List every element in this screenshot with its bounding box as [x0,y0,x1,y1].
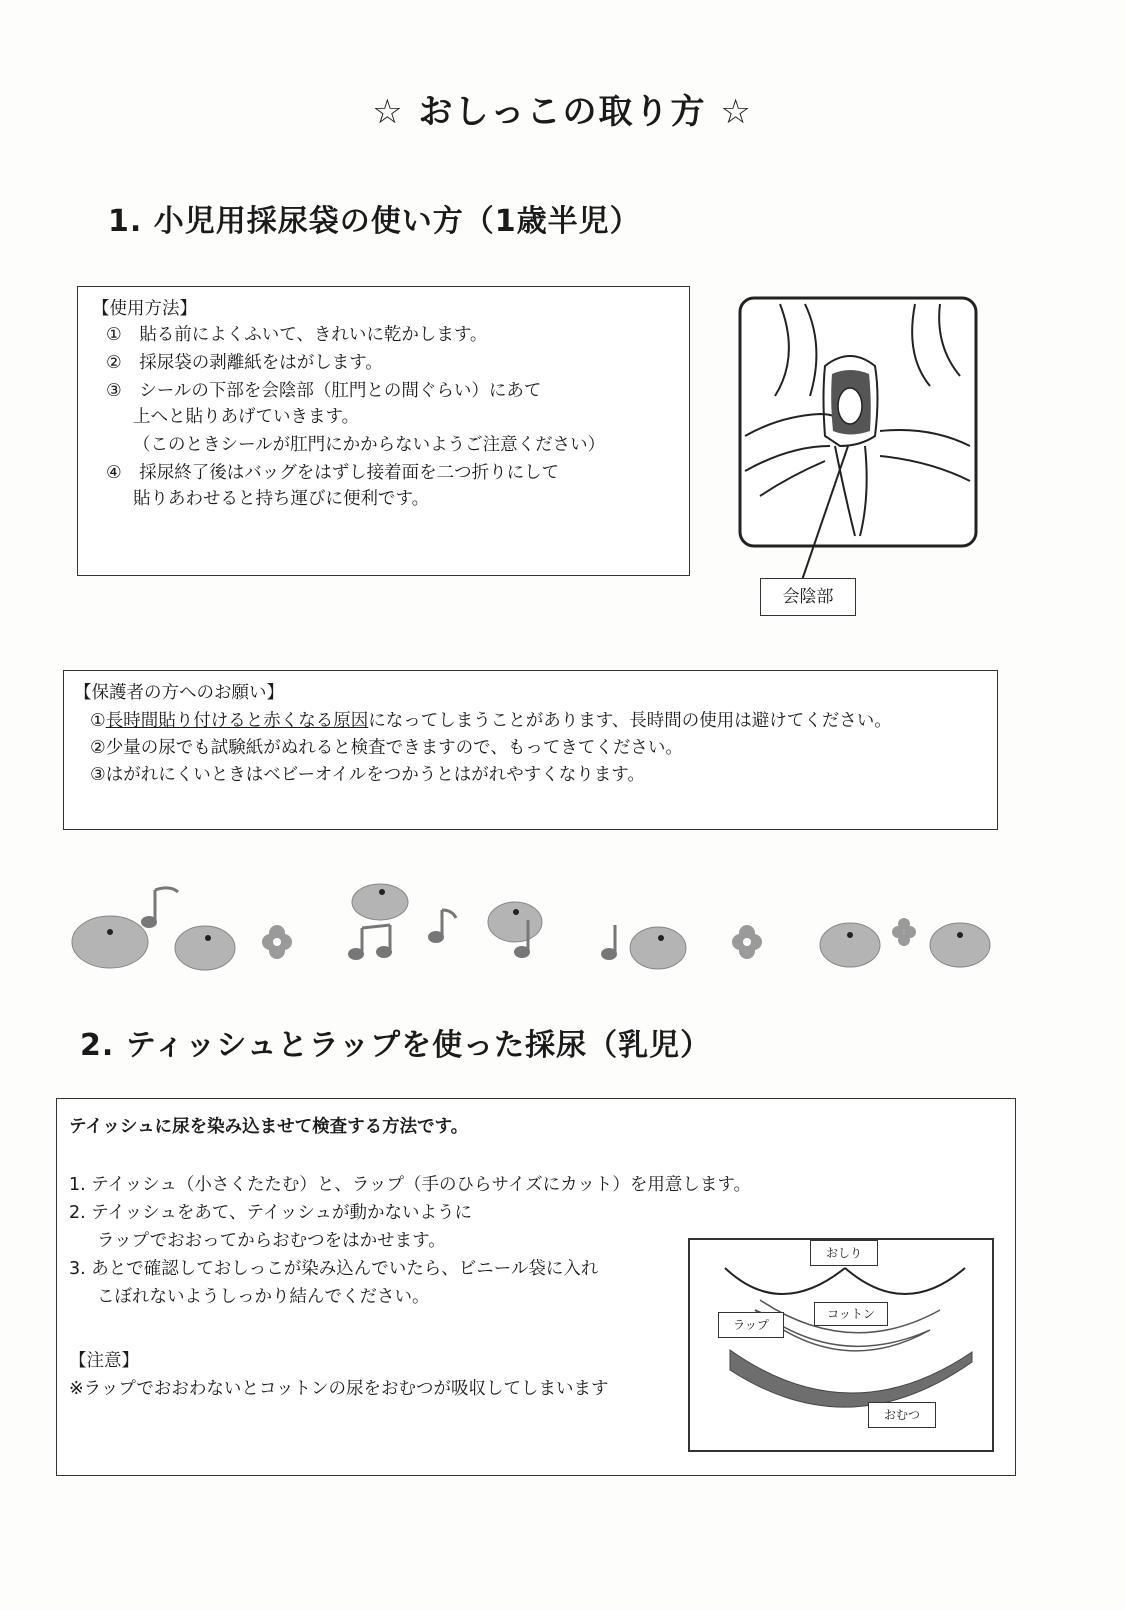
usage-step-3-cont: 上へと貼りあげていきます。 [133,407,360,427]
usage-step-4-cont: 貼りあわせると持ち運びに便利です。 [133,489,430,509]
section2-heading: 2. ティッシュとラップを使った採尿（乳児） [80,1028,712,1063]
music-note-icon [348,948,364,960]
chick-icon [820,923,880,967]
chick-icon [930,923,990,967]
method-step-2: 2. テイッシュをあて、テイッシュが動かないように [69,1203,473,1223]
request-item-1-prefix: ① [90,711,106,731]
chick-icon [488,902,542,942]
decorative-border [60,880,1010,980]
perineum-label: 会陰部 [760,578,856,616]
note-text: ※ラップでおおわないとコットンの尿をおむつが吸収してしまいます [69,1379,609,1399]
request-label: 【保護者の方へのお願い】 [74,683,284,703]
chick-icon [72,916,148,968]
request-item-3: ③はがれにくいときはベビーオイルをつかうとはがれやすくなります。 [90,765,645,785]
method-step-2-cont: ラップでおおってからおむつをはかせます。 [97,1231,446,1251]
chick-icon [175,926,235,970]
method-intro: テイッシュに尿を染み込ませて検査する方法です。 [69,1117,469,1137]
usage-step-3: ③ シールの下部を会陰部（肛門との間ぐらい）にあて [106,381,542,401]
diaper-diagram [688,1238,994,1452]
diagram-label-cotton: コットン [814,1302,888,1326]
usage-step-2: ② 採尿袋の剥離紙をはがします。 [106,353,383,373]
method-step-3-cont: こぼれないようしっかり結んでください。 [97,1287,430,1307]
usage-step-1: ① 貼る前によくふいて、きれいに乾かします。 [106,325,488,345]
music-note-icon [141,916,157,928]
diagram-label-oshiri: おしり [810,1240,878,1266]
note-label: 【注意】 [69,1351,139,1371]
method-step-3: 3. あとで確認しておしっこが染み込んでいたら、ビニール袋に入れ [69,1259,599,1279]
usage-step-3-note: （このときシールが肛門にかからないようご注意ください） [133,435,606,455]
chick-icon [352,884,408,920]
diagram-label-wrap: ラップ [718,1312,784,1338]
music-note-icon [601,948,617,960]
usage-label: 【使用方法】 [92,299,197,319]
chick-icon [630,927,686,969]
music-note-icon [514,946,530,958]
urine-bag-illustration [730,296,990,622]
section1-heading: 1. 小児用採尿袋の使い方（1歳半児） [108,204,641,239]
request-item-1-underlined: 長時間貼り付けると赤くなる原因 [105,711,369,731]
request-item-1-rest: になってしまうことがあります、長時間の使用は避けてください。 [368,711,892,731]
request-item-1 [90,707,892,732]
method-step-1: 1. テイッシュ（小さくたたむ）と、ラップ（手のひらサイズにカット）を用意します。 [69,1175,752,1195]
usage-box [77,286,690,576]
page-title: ☆ おしっこの取り方 ☆ [372,92,753,132]
request-item-2: ②少量の尿でも試験紙がぬれると検査できますので、もってきてください。 [90,738,683,758]
usage-step-4: ④ 採尿終了後はバッグをはずし接着面を二つ折りにして [106,463,560,483]
diagram-label-omutsu: おむつ [868,1402,936,1428]
request-box [63,670,998,830]
music-note-icon [428,931,444,943]
